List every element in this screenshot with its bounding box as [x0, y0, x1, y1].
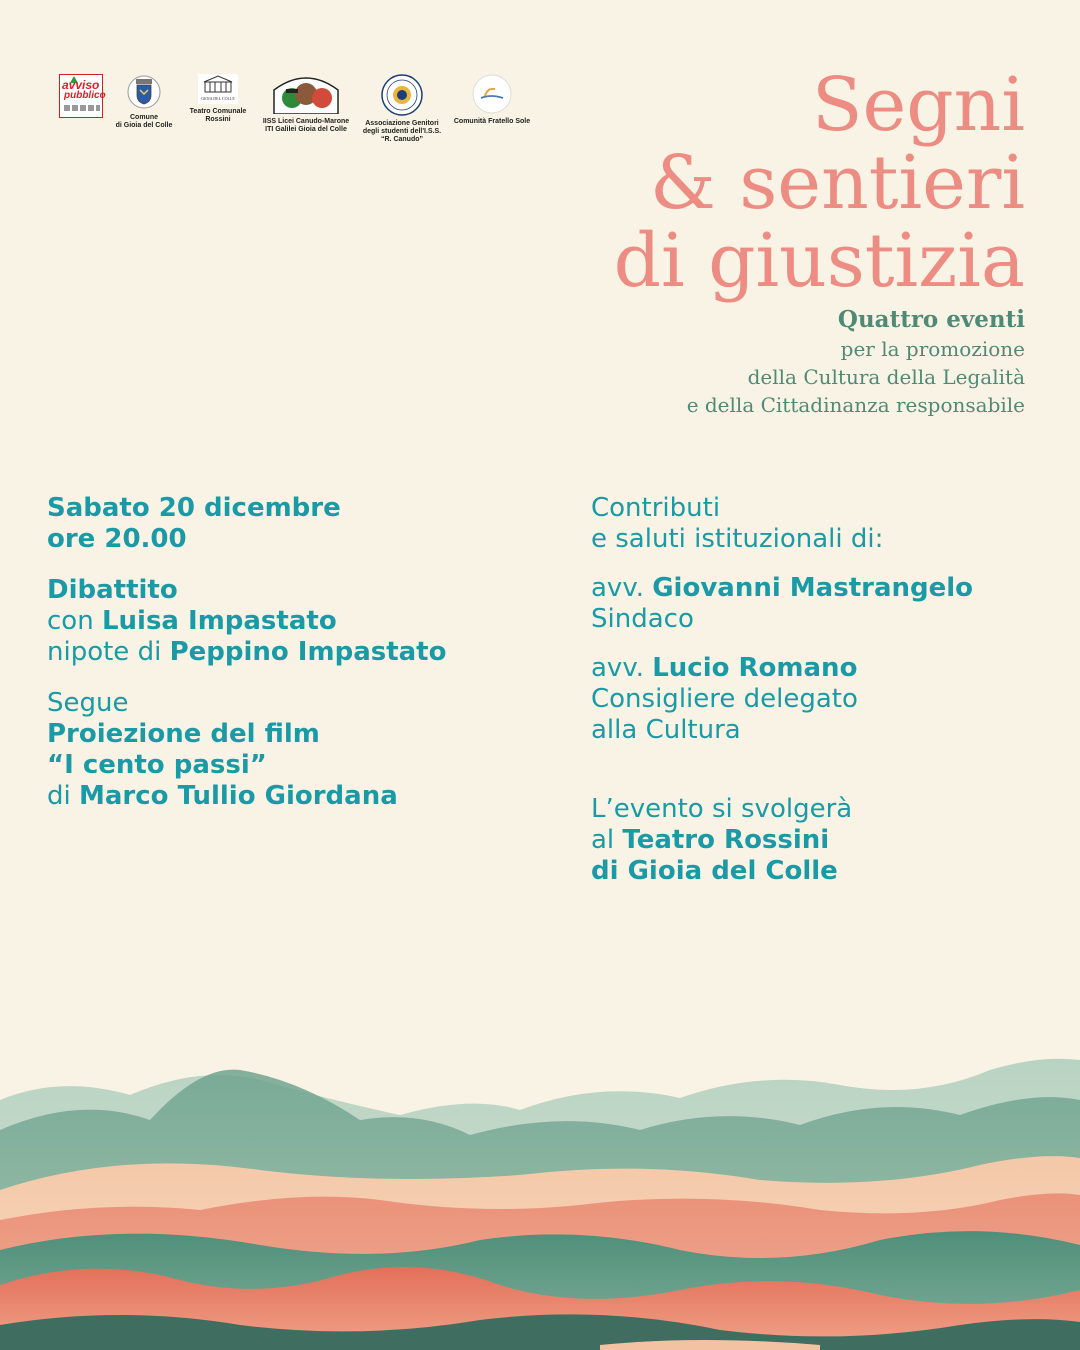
coat-of-arms-icon	[126, 74, 162, 110]
person1-name: Giovanni Mastrangelo	[652, 573, 974, 603]
main-title	[613, 62, 1025, 304]
subtitle-line-3: e della Cittadinanza responsabile	[686, 393, 1025, 417]
relation-prefix: nipote di	[47, 637, 170, 667]
director-name: Marco Tullio Giordana	[79, 781, 398, 811]
contrib-heading-1: Contributi	[591, 493, 721, 523]
title-line-1: Segni	[811, 62, 1025, 148]
director-prefix: di	[47, 781, 79, 811]
title-line-3: di giustizia	[613, 218, 1025, 304]
person1-role: Sindaco	[591, 604, 694, 634]
follows-label: Segue	[47, 688, 129, 718]
event-time: ore 20.00	[47, 524, 187, 554]
subtitle-lead: Quattro eventi	[837, 306, 1025, 333]
guest-name: Luisa Impastato	[101, 606, 337, 636]
subtitle-line-2: della Cultura della Legalità	[747, 365, 1025, 389]
person2-role-2: alla Cultura	[591, 715, 741, 745]
venue-name: Teatro Rossini	[622, 825, 830, 855]
avviso-pubblico-logo: avviso pubblico	[59, 74, 103, 118]
subtitle	[687, 305, 1025, 419]
screening-label: Proiezione del film	[47, 719, 320, 749]
contributions	[591, 493, 1061, 887]
person2-prefix: avv.	[591, 653, 653, 683]
event-details	[47, 493, 567, 812]
venue-prefix: al	[591, 825, 623, 855]
person1-prefix: avv.	[591, 573, 653, 603]
person2-name: Lucio Romano	[652, 653, 858, 683]
logo-caption: Teatro Comunale Rossini	[189, 108, 247, 123]
film-title: “I cento passi”	[47, 750, 267, 780]
guest-prefix: con	[47, 606, 102, 636]
contrib-heading-2: e saluti istituzionali di:	[591, 524, 884, 554]
venue-city: di Gioia del Colle	[591, 856, 838, 886]
sun-wave-icon	[471, 74, 513, 114]
logo-caption: Associazione Genitori degli studenti dell'I.S.S. “R. Canudo”	[362, 120, 442, 143]
person2-role-1: Consigliere delegato	[591, 684, 858, 714]
comune-gioia-logo	[113, 74, 175, 130]
logo-caption: Comunità Fratello Sole	[453, 118, 531, 125]
sponsor-logos	[0, 0, 560, 160]
venue-line-1: L’evento si svolgerà	[591, 794, 853, 824]
iiss-canudo-logo	[258, 74, 354, 134]
theatre-building-icon	[198, 74, 238, 104]
teatro-rossini-logo	[186, 74, 250, 124]
hills-illustration	[0, 1040, 1080, 1350]
comunita-fratello-sole-logo	[452, 74, 532, 126]
logo-caption: Comune di Gioia del Colle	[115, 114, 173, 129]
svg-text:GIOIA DEL COLLE: GIOIA DEL COLLE	[201, 96, 235, 101]
relative-name: Peppino Impastato	[169, 637, 447, 667]
associazione-genitori-logo	[356, 74, 448, 144]
event-type: Dibattito	[47, 575, 178, 605]
subtitle-line-1: per la promozione	[840, 337, 1025, 361]
event-date: Sabato 20 dicembre	[47, 493, 341, 523]
title-line-2: & sentieri	[649, 140, 1025, 226]
association-seal-icon	[381, 74, 423, 116]
logo-caption: IISS Licei Canudo-Marone ITI Galilei Gioia del Colle	[262, 118, 350, 133]
school-portraits-icon	[272, 74, 340, 114]
